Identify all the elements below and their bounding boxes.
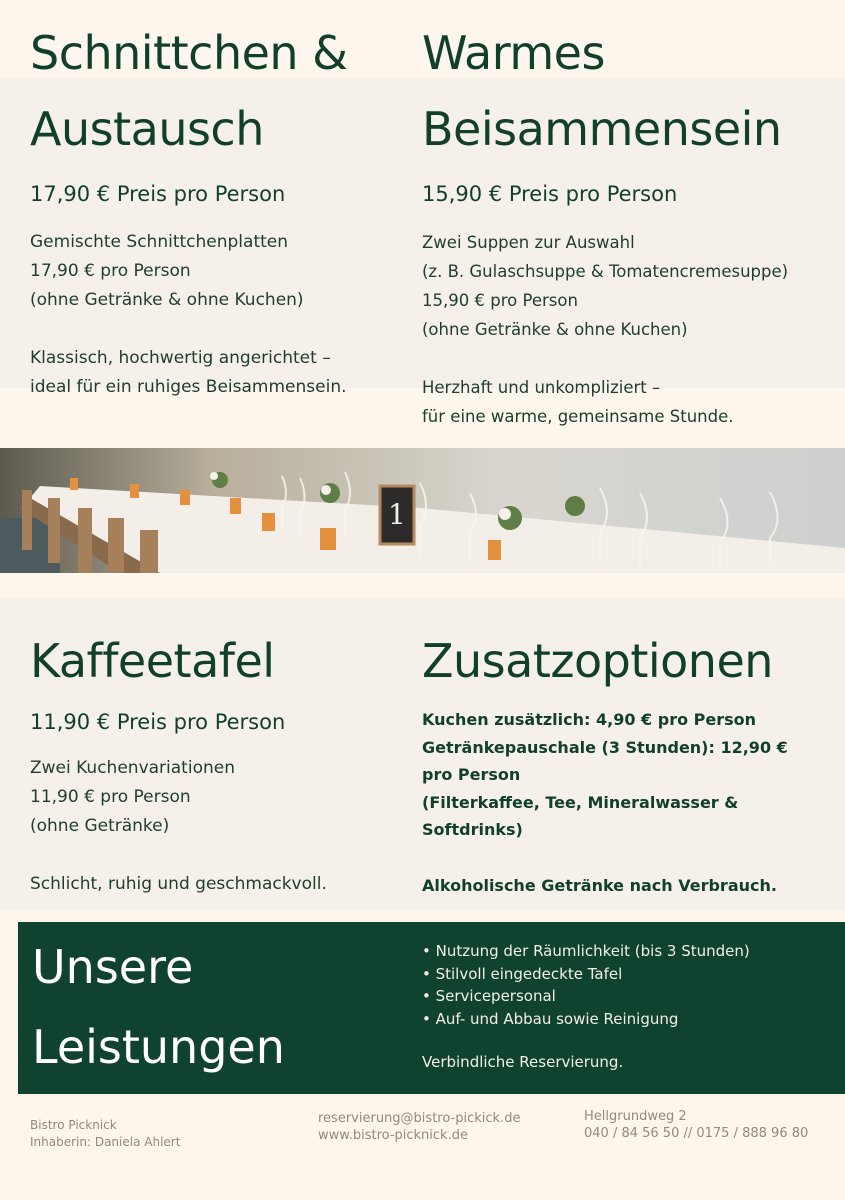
footer-business [30, 1117, 180, 1151]
table-number-label: 1 [388, 498, 406, 531]
leistungen-list [422, 940, 750, 1030]
description-line: (z. B. Gulaschsuppe & Tomatencremesuppe) [422, 262, 789, 281]
description-line: 15,90 € pro Person [422, 291, 578, 310]
schnittchen-price: 17,90 € Preis pro Person [30, 182, 286, 206]
description-line: 11,90 € pro Person [30, 787, 191, 807]
business-name: Bistro Picknick [30, 1118, 117, 1132]
owner-name: Inhaberin: Daniela Ahlert [30, 1135, 181, 1149]
option-line: Getränkepauschale (3 Stunden): 12,90 € [422, 737, 788, 757]
leistungen-title [32, 936, 285, 1078]
warmes-section [422, 26, 789, 431]
description-line: Gemischte Schnittchenplatten [30, 232, 289, 252]
leistungen-item: • Auf- und Abbau sowie Reinigung [422, 1009, 679, 1028]
leistungen-item: • Nutzung der Räumlichkeit (bis 3 Stunden) [422, 942, 750, 960]
note-line: Schlicht, ruhig und geschmackvoll. [30, 874, 327, 894]
address: Hellgrundweg 2 [584, 1109, 687, 1124]
banquet-table-photo [0, 448, 845, 573]
schnittchen-title-line1: Schnittchen & [30, 26, 348, 80]
zusatzoptionen-list [422, 706, 822, 899]
banquet-table-illustration [0, 448, 845, 573]
note-line: ideal für ein ruhiges Beisammensein. [30, 377, 347, 397]
zusatzoptionen-section [422, 634, 822, 899]
reservation-note: Verbindliche Reservierung. [422, 1053, 624, 1071]
kaffeetafel-title: Kaffeetafel [30, 634, 275, 688]
kaffeetafel-description [30, 754, 327, 899]
warmes-title-line2: Beisammensein [422, 102, 782, 156]
description-line: Zwei Suppen zur Auswahl [422, 233, 635, 252]
option-note: Alkoholische Getränke nach Verbrauch. [422, 875, 777, 895]
kaffeetafel-section [30, 634, 327, 899]
schnittchen-section [30, 26, 348, 402]
description-line: (ohne Getränke & ohne Kuchen) [422, 320, 688, 339]
leistungen-item: • Stilvoll eingedeckte Tafel [422, 964, 623, 983]
description-line: (ohne Getränke) [30, 816, 170, 836]
footer-address [584, 1108, 808, 1142]
leistungen-item: • Servicepersonal [422, 987, 556, 1005]
option-line: Softdrinks) [422, 820, 523, 839]
description-line: (ohne Getränke & ohne Kuchen) [30, 290, 304, 310]
option-line: (Filterkaffee, Tee, Mineralwasser & [422, 792, 739, 812]
note-line: für eine warme, gemeinsame Stunde. [422, 407, 734, 426]
email-link[interactable]: reservierung@bistro-pickick.de [318, 1111, 521, 1126]
leistungen-title-line1: Unsere [32, 940, 194, 994]
warmes-title-line1: Warmes [422, 26, 605, 80]
warmes-price: 15,90 € Preis pro Person [422, 182, 678, 206]
leistungen-title-line2: Leistungen [32, 1020, 285, 1074]
website-link[interactable]: www.bistro-picknick.de [318, 1128, 468, 1143]
schnittchen-description [30, 228, 348, 402]
zusatzoptionen-title: Zusatzoptionen [422, 634, 773, 688]
option-line: pro Person [422, 765, 521, 784]
note-line: Herzhaft und unkompliziert – [422, 378, 661, 397]
description-line: 17,90 € pro Person [30, 261, 191, 281]
warmes-description [422, 228, 788, 431]
leistungen-box [18, 922, 845, 1094]
footer-contact [318, 1110, 520, 1144]
description-line: Zwei Kuchenvariationen [30, 758, 235, 778]
option-line: Kuchen zusätzlich: 4,90 € pro Person [422, 710, 757, 729]
schnittchen-title-line2: Austausch [30, 102, 264, 156]
phone-numbers[interactable]: 040 / 84 56 50 // 0175 / 888 96 80 [584, 1126, 809, 1141]
note-line: Klassisch, hochwertig angerichtet – [30, 348, 331, 368]
kaffeetafel-price: 11,90 € Preis pro Person [30, 710, 286, 734]
